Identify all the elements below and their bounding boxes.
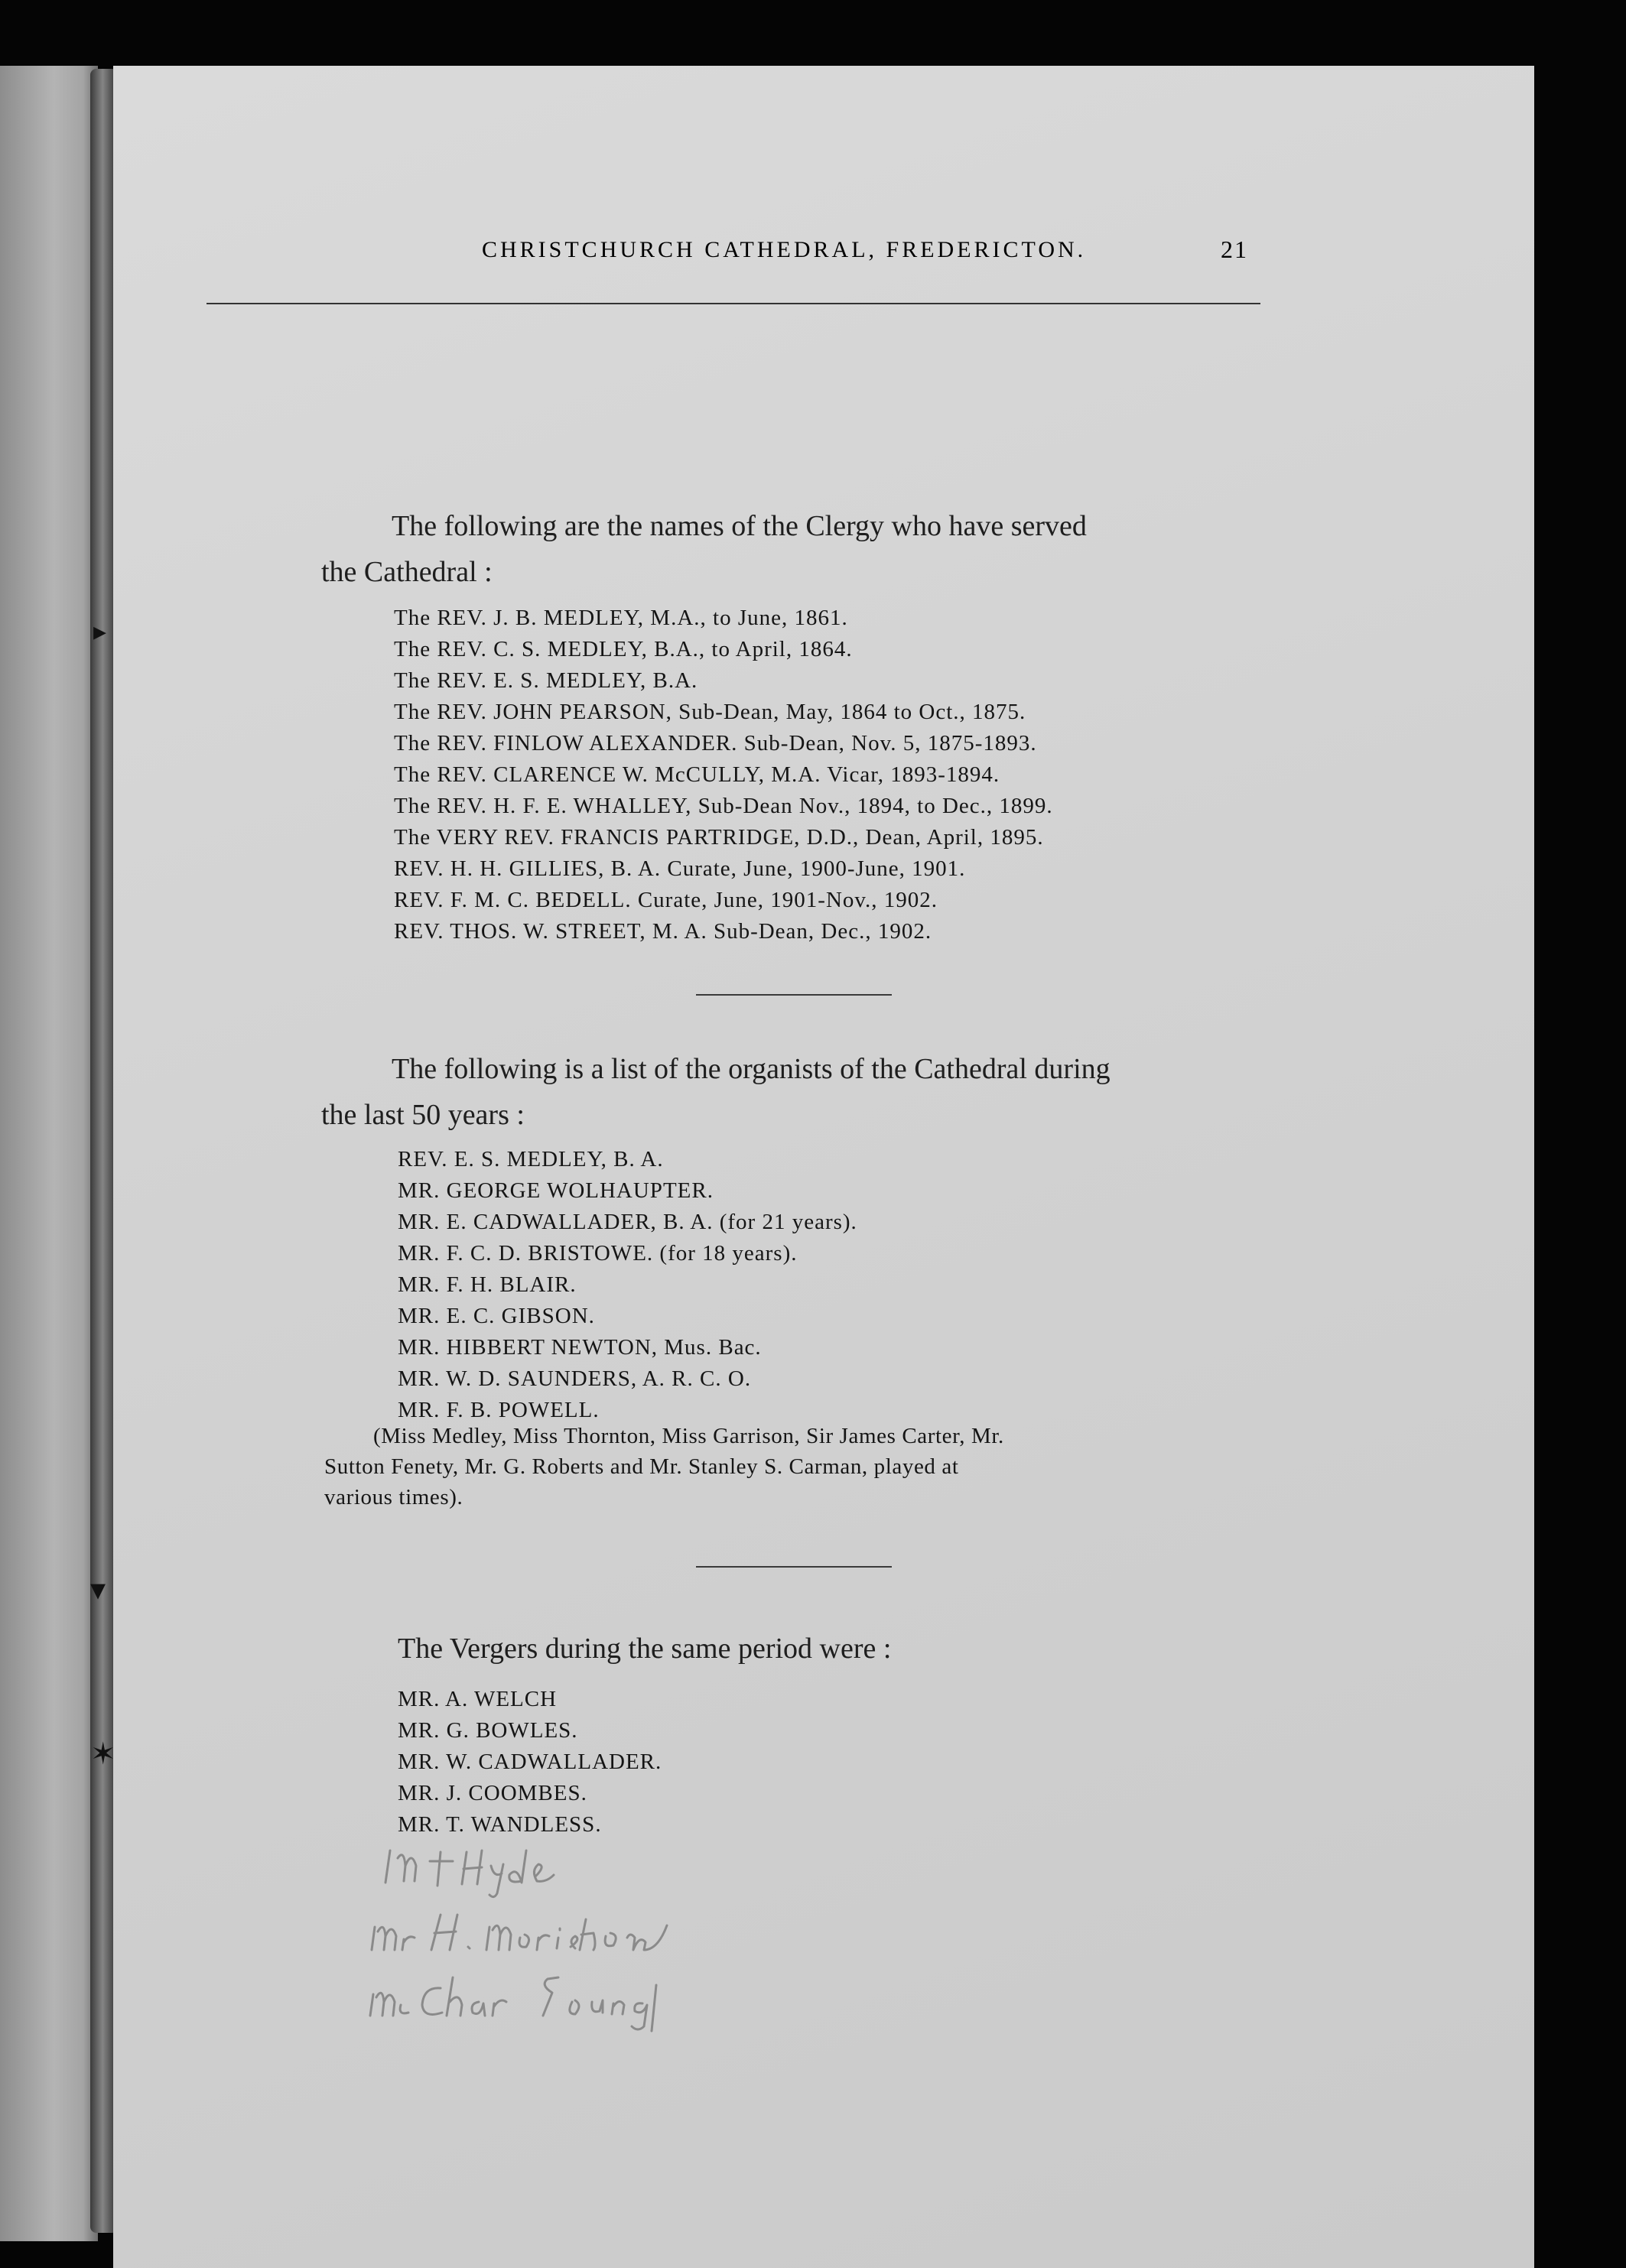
list-item: MR. F. C. D. BRISTOWE. (for 18 years).	[398, 1241, 798, 1266]
header-rule	[207, 303, 1260, 304]
list-item: MR. W. CADWALLADER.	[398, 1750, 662, 1774]
clergy-intro	[321, 503, 1270, 595]
list-item: The REV. JOHN PEARSON, Sub-Dean, May, 1864 to Oct., 1875.	[394, 700, 1026, 724]
list-item: MR. W. D. SAUNDERS, A. R. C. O.	[398, 1366, 752, 1391]
header-title: CHRISTCHURCH CATHEDRAL, FREDERICTON.	[482, 237, 1087, 262]
handwritten-line-3	[370, 1977, 656, 2031]
list-item: MR. F. B. POWELL.	[398, 1398, 600, 1422]
list-item: REV. F. M. C. BEDELL. Curate, June, 1901-Nov., 1902.	[394, 888, 938, 912]
list-item: The REV. C. S. MEDLEY, B.A., to April, 1864.	[394, 637, 853, 661]
list-item: The REV. FINLOW ALEXANDER. Sub-Dean, Nov. 5, 1875-1893.	[394, 731, 1037, 755]
list-item: MR. GEORGE WOLHAUPTER.	[398, 1178, 714, 1203]
list-item: The REV. E. S. MEDLEY, B.A.	[394, 668, 698, 693]
list-item: MR. J. COOMBES.	[398, 1781, 587, 1805]
handwritten-additions	[367, 1835, 795, 2034]
list-item: REV. H. H. GILLIES, B. A. Curate, June, 1900-June, 1901.	[394, 856, 966, 881]
clergy-intro-line: the Cathedral :	[321, 556, 493, 588]
list-item: MR. E. CADWALLADER, B. A. (for 21 years).	[398, 1210, 857, 1234]
previous-page-edge	[0, 66, 98, 2241]
page-number: 21	[1221, 236, 1248, 263]
vergers-list	[398, 1684, 662, 1841]
organists-note-line: Sutton Fenety, Mr. G. Roberts and Mr. Stanley S. Carman, played at	[324, 1454, 959, 1479]
margin-mark: ✶	[90, 1737, 116, 1772]
list-item: MR. T. WANDLESS.	[398, 1812, 602, 1837]
list-item: The REV. CLARENCE W. McCULLY, M.A. Vicar, 1893-1894.	[394, 762, 1000, 787]
section-divider	[696, 994, 892, 996]
list-item: MR. F. H. BLAIR.	[398, 1272, 577, 1297]
organists-intro-line: The following is a list of the organists of the Cathedral during	[392, 1053, 1111, 1085]
list-item: The REV. J. B. MEDLEY, M.A., to June, 1861.	[394, 606, 848, 630]
organists-note-line: (Miss Medley, Miss Thornton, Miss Garrison, Sir James Carter, Mr.	[373, 1424, 1004, 1448]
organists-note-line: various times).	[324, 1485, 463, 1509]
margin-mark: ▾	[90, 1572, 106, 1607]
list-item: REV. E. S. MEDLEY, B. A.	[398, 1147, 664, 1171]
list-item: MR. E. C. GIBSON.	[398, 1304, 595, 1328]
list-item: MR. A. WELCH	[398, 1687, 558, 1711]
list-item: The REV. H. F. E. WHALLEY, Sub-Dean Nov., 1894, to Dec., 1899.	[394, 794, 1053, 818]
handwritten-line-2	[372, 1915, 667, 1950]
section-divider	[696, 1566, 892, 1568]
list-item: MR. HIBBERT NEWTON, Mus. Bac.	[398, 1335, 762, 1360]
organists-note	[324, 1421, 1280, 1513]
clergy-list	[394, 603, 1053, 947]
vergers-intro: The Vergers during the same period were :	[398, 1633, 892, 1665]
handwritten-line-1	[385, 1850, 554, 1897]
margin-mark: ▸	[93, 616, 107, 647]
running-header	[207, 231, 1260, 269]
list-item: MR. G. BOWLES.	[398, 1718, 578, 1743]
clergy-intro-line: The following are the names of the Clergy who have served	[392, 510, 1087, 542]
organists-list	[398, 1144, 857, 1426]
organists-intro-line: the last 50 years :	[321, 1099, 525, 1131]
organists-intro	[321, 1046, 1277, 1138]
list-item: The VERY REV. FRANCIS PARTRIDGE, D.D., Dean, April, 1895.	[394, 825, 1044, 850]
list-item: REV. THOS. W. STREET, M. A. Sub-Dean, Dec., 1902.	[394, 919, 932, 944]
